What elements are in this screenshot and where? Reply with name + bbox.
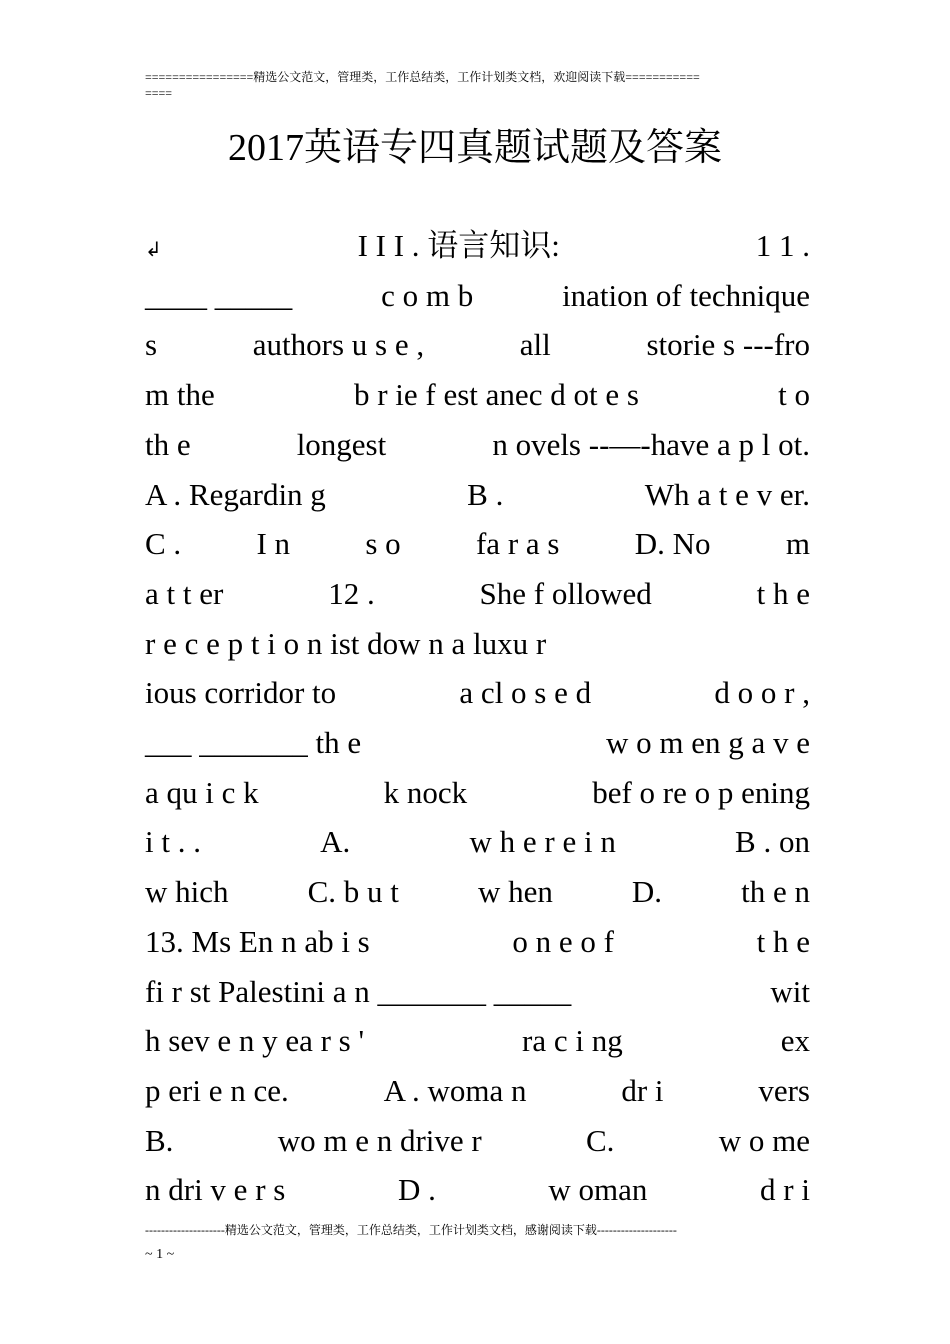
body-text-segment: C. — [586, 1122, 615, 1158]
body-text-line — [145, 276, 810, 326]
body-text-segment: 1 1 . — [755, 228, 810, 263]
body-text-line — [145, 325, 810, 375]
body-text-line — [145, 972, 810, 1022]
body-text-segment: c o m b — [381, 277, 474, 313]
body-text-line — [145, 1121, 810, 1171]
body-text-segment: th e — [145, 426, 191, 462]
body-text-line — [145, 475, 810, 525]
body-text-segment: vers — [758, 1072, 810, 1108]
body-text-segment: ex — [780, 1023, 810, 1059]
body-text-line — [145, 673, 810, 723]
body-text-segment: i t . . — [145, 824, 201, 860]
body-text-segment: a qu i c k — [145, 774, 259, 810]
body-text-segment: n dri v e r s — [145, 1172, 286, 1208]
body-text-segment: k nock — [383, 774, 468, 810]
body-text-segment: w o m en g a v e — [605, 725, 810, 760]
body-text-line — [145, 922, 810, 972]
body-text-segment: w hen — [477, 874, 553, 910]
body-text-segment: B. — [145, 1122, 174, 1158]
body-text-segment: t h e — [756, 575, 810, 611]
body-text-segment: s o — [365, 526, 401, 562]
body-text-segment: w oman — [548, 1172, 648, 1208]
body-text-segment: A . woma n — [383, 1072, 527, 1108]
body-text-segment: wo m e n drive r — [277, 1122, 482, 1158]
body-text-segment: h sev e n y ea r s ' — [145, 1023, 365, 1059]
body-text-line — [145, 524, 810, 574]
body-text-segment: t h e — [756, 923, 810, 959]
body-text-segment: t o — [778, 377, 810, 413]
body-text-segment: C. b u t — [307, 874, 399, 910]
body-text-line — [145, 723, 810, 773]
body-text-segment: I n — [256, 526, 291, 562]
page-footer: --------------------精选公文范文，管理类，工作总结类，工作计划类文档，感谢阅读下载-------------------- — [145, 1223, 677, 1237]
body-text-segment: p eri e n ce. — [145, 1072, 289, 1108]
page-number: ~ 1 ~ — [145, 1247, 175, 1262]
body-text-line — [145, 226, 810, 276]
body-text-segment: a cl o s e d — [459, 675, 592, 711]
body-text-segment: C . — [145, 526, 182, 562]
body-text-segment: B . — [467, 476, 504, 512]
body-text-segment: w o me — [718, 1122, 810, 1158]
body-text-line — [145, 1021, 810, 1071]
page-header-line-1: ================精选公文范文，管理类，工作总结类，工作计划类文档，欢迎阅读下载=========== — [145, 70, 700, 84]
body-text-segment: 13. Ms En n ab i s — [145, 923, 370, 959]
body-text-segment: She f ollowed — [479, 575, 652, 611]
body-text-line — [145, 375, 810, 425]
body-text-segment: bef o re o p ening — [592, 774, 810, 810]
body-text-segment: ination of technique — [562, 277, 810, 313]
body-text-segment: D. No — [634, 526, 711, 562]
body-text-line — [145, 624, 810, 674]
body-text-segment: fi r st Palestini a n _______ _____ — [145, 973, 572, 1009]
body-text-segment: A. — [320, 824, 351, 860]
body-text-line — [145, 1170, 810, 1220]
body-text-segment: Wh a t e v er. — [644, 476, 810, 512]
body-text-segment: D . — [397, 1172, 436, 1208]
body-text-segment: B . on — [735, 824, 810, 860]
body-text-segment: fa r a s — [475, 526, 560, 562]
body-text-line — [145, 822, 810, 872]
document-title: 2017英语专四真题试题及答案 — [227, 127, 722, 169]
body-text-line — [145, 773, 810, 823]
body-text-segment: authors u s e , — [252, 327, 425, 363]
body-text-segment: m — [785, 526, 810, 562]
body-text-segment: d o o r , — [714, 675, 810, 711]
body-text-segment: longest — [296, 426, 387, 462]
body-text-line — [145, 872, 810, 922]
body-text-segment: b r ie f est anec d ot e s — [353, 377, 639, 413]
body-text-segment: d r i — [760, 1172, 810, 1208]
body-text-segment: n ovels --—-have a p l ot. — [492, 426, 810, 462]
body-text-segment: I I I . 语言知识: — [357, 228, 560, 263]
body-text-segment: D. — [631, 874, 663, 910]
body-text-segment: all — [519, 327, 551, 363]
body-text-segment: 12 . — [328, 575, 375, 611]
body-text-segment: th e n — [741, 874, 810, 910]
body-text-segment: w h e r e i n — [469, 824, 616, 860]
body-text-segment: m the — [145, 377, 215, 413]
body-text-segment: ____ _____ — [145, 277, 293, 313]
body-text-segment: r e c e p t i o n ist dow n a luxu r — [145, 625, 547, 661]
paragraph-mark-icon: ↲ — [145, 237, 162, 261]
body-text-segment: ious corridor to — [145, 675, 337, 711]
body-text-segment: storie s ---fro — [646, 327, 810, 363]
body-text-segment: ___ _______ th e — [145, 725, 362, 760]
body-text-segment: dr i — [621, 1072, 664, 1108]
body-text-segment: wit — [770, 973, 810, 1009]
body-text-line — [145, 425, 810, 475]
body-text-segment: s — [145, 327, 158, 363]
body-text-segment: A . Regardin g — [145, 476, 326, 512]
body-text-segment: a t t er — [145, 575, 224, 611]
body-text-segment: w hich — [145, 874, 229, 910]
body-text-segment: ra c i ng — [522, 1023, 623, 1059]
body-text-segment: o n e o f — [512, 923, 614, 959]
body-text-line — [145, 1071, 810, 1121]
body-text-line — [145, 574, 810, 624]
page-header-line-2: ==== — [145, 86, 173, 100]
